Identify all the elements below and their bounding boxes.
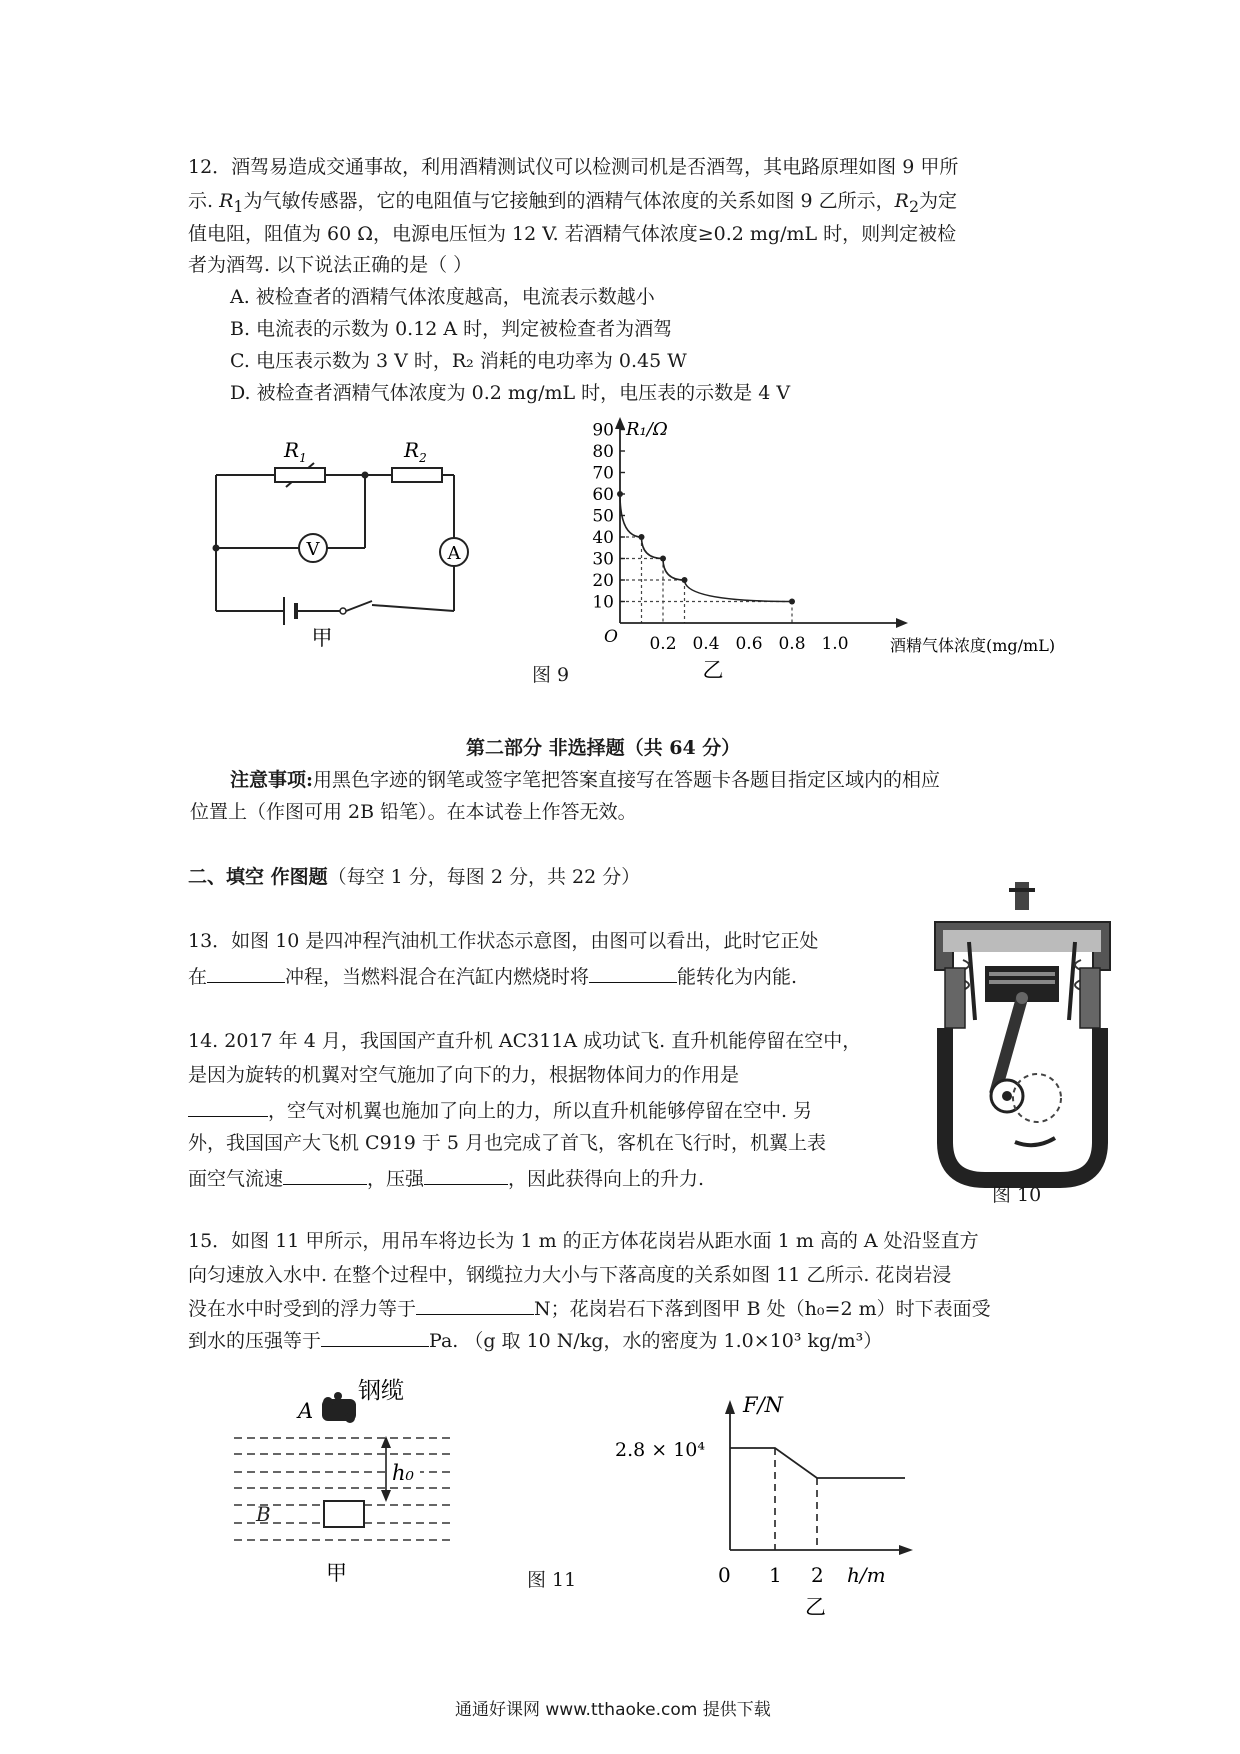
q14-line-2: 是因为旋转的机翼对空气施加了向下的力，根据物体间力的作用是 xyxy=(188,1064,740,1086)
f-axis-label: F/N xyxy=(743,1393,784,1417)
tank-label-jia: 甲 xyxy=(326,1561,347,1585)
h-axis-label: h/m xyxy=(847,1563,886,1587)
y-tick-label: 70 xyxy=(592,463,614,484)
f-axis-tick: 2.8 × 10⁴ xyxy=(615,1439,706,1461)
q12-option-a: A. 被检查者的酒精气体浓度越高，电流表示数越小 xyxy=(230,286,655,308)
q15-line-4: 到水的压强等于 Pa. （g 取 10 N/kg，水的密度为 1.0×10³ kg/m³） xyxy=(188,1330,883,1353)
q14-line-4: 外，我国国产大飞机 C919 于 5 月也完成了首飞，客机在飞行时，机翼上表 xyxy=(188,1132,827,1154)
notice-line-2: 位置上（作图可用 2B 铅笔）。在本试卷上作答无效。 xyxy=(190,801,637,823)
point-b-label: B xyxy=(256,1502,271,1526)
q12-option-c: C. 电压表示数为 3 V 时，R₂ 消耗的电功率为 0.45 W xyxy=(230,350,687,372)
r2-resistor xyxy=(392,468,442,482)
r1-label: $R_1$ xyxy=(284,438,307,465)
footer-text: 通通好课网 www.tthaoke.com 提供下载 xyxy=(455,1700,771,1720)
x-tick-label: 0.6 xyxy=(735,634,763,654)
q14-blank-2[interactable] xyxy=(283,1168,367,1185)
data-point xyxy=(789,599,795,605)
ammeter-label: A xyxy=(447,543,461,564)
r2-label: $R_2$ xyxy=(404,438,427,465)
x-axis-label: 酒精气体浓度(mg/mL) xyxy=(890,636,1056,655)
q14-blank-1[interactable] xyxy=(188,1100,268,1117)
y-tick-label: 90 xyxy=(592,420,614,441)
point-a-label: A xyxy=(298,1399,314,1423)
q15-blank-1[interactable] xyxy=(416,1298,534,1315)
data-point xyxy=(617,491,623,497)
circuit-label-jia: 甲 xyxy=(311,626,333,650)
q14-line-5: 面空气流速 ，压强 ，因此获得向上的升力. xyxy=(188,1168,705,1191)
x-tick-label: 0.8 xyxy=(778,634,806,654)
q14-blank-3[interactable] xyxy=(424,1168,508,1185)
data-point xyxy=(639,534,645,540)
h-tick-0: 0 xyxy=(718,1563,731,1587)
q15-line-2: 向匀速放入水中. 在整个过程中，钢缆拉力大小与下落高度的关系如图 11 乙所示. 花岗岩浸 xyxy=(188,1264,952,1286)
q12-option-d: D. 被检查者酒精气体浓度为 0.2 mg/mL 时，电压表的示数是 4 V xyxy=(230,382,791,404)
q13-blank-2[interactable] xyxy=(589,966,677,983)
q13-line-1: 13．如图 10 是四冲程汽油机工作状态示意图，由图可以看出，此时它正处 xyxy=(188,930,819,952)
q12-line-1: 12．酒驾易造成交通事故，利用酒精测试仪可以检测司机是否酒驾，其电路原理如图 9 甲所 xyxy=(188,156,959,178)
q13-blank-1[interactable] xyxy=(207,966,285,983)
notice-line-1: 注意事项:用黑色字迹的钢笔或签字笔把答案直接写在答题卡各题目指定区域内的相应 xyxy=(230,769,941,791)
y-tick-label: 80 xyxy=(592,442,614,462)
x-tick-label: 1.0 xyxy=(821,634,849,654)
graph-label-yi: 乙 xyxy=(702,658,724,680)
figure-11-caption: 图 11 xyxy=(527,1569,577,1591)
y-tick-label: 10 xyxy=(592,592,614,613)
origin-label: O xyxy=(604,627,618,647)
h-tick-2: 2 xyxy=(811,1563,824,1587)
voltmeter-label: V xyxy=(306,539,320,560)
data-point xyxy=(660,556,666,562)
granite-block-icon xyxy=(322,1392,356,1423)
cable-label: 钢缆 xyxy=(358,1378,404,1404)
q15-line-1: 15．如图 11 甲所示，用吊车将边长为 1 m 的正方体花岗岩从距水面 1 m 高的 A 处沿竖直方 xyxy=(188,1230,979,1252)
r1-resistor xyxy=(275,468,325,482)
q14-line-3: ，空气对机翼也施加了向上的力，所以直升机能够停留在空中. 另 xyxy=(188,1100,812,1121)
figure-9-caption: 图 9 xyxy=(532,664,570,686)
graph-label-yi-11: 乙 xyxy=(805,1595,826,1619)
q13-line-2: 在 冲程，当燃料混合在汽缸内燃烧时将 能转化为内能. xyxy=(188,966,798,989)
section-two-heading: 二、填空 作图题（每空 1 分，每图 2 分，共 22 分） xyxy=(188,866,641,888)
point-b-block xyxy=(324,1501,364,1527)
y-tick-label: 30 xyxy=(592,549,614,570)
q12-line-2: 示. $R_1$为气敏传感器，它的电阻值与它接触到的酒精气体浓度的关系如图 9 乙所示，$R_2$为定 xyxy=(188,190,958,216)
q14-line-1: 14. 2017 年 4 月，我国国产直升机 AC311A 成功试飞. 直升机能停留在空中， xyxy=(188,1030,862,1052)
q12-option-b: B. 电流表的示数为 0.12 A 时，判定被检查者为酒驾 xyxy=(230,318,673,340)
h-tick-1: 1 xyxy=(769,1563,782,1587)
engine-diagram xyxy=(925,880,1120,1190)
q12-line-3: 值电阻，阻值为 60 Ω，电源电压恒为 12 V. 若酒精气体浓度≥0.2 mg/mL 时，则判定被检 xyxy=(188,223,957,245)
resistance-concentration-chart xyxy=(560,415,1120,680)
x-tick-label: 0.2 xyxy=(649,634,677,654)
q12-line-4: 者为酒驾. 以下说法正确的是（ ） xyxy=(188,254,473,276)
data-point xyxy=(682,577,688,583)
force-curve xyxy=(730,1448,905,1478)
y-tick-label: 20 xyxy=(592,571,614,591)
figure-10-caption: 图 10 xyxy=(992,1184,1042,1206)
h0-label: h₀ xyxy=(392,1461,414,1485)
x-tick-label: 0.4 xyxy=(692,634,720,654)
part-two-title: 第二部分 非选择题（共 64 分） xyxy=(466,737,741,759)
q15-line-3: 没在水中时受到的浮力等于 N；花岗岩石下落到图甲 B 处（h₀=2 m）时下表面受 xyxy=(188,1298,991,1321)
force-height-chart xyxy=(605,1390,925,1620)
y-tick-label: 60 xyxy=(592,485,614,505)
y-tick-label: 50 xyxy=(592,506,614,527)
q15-blank-2[interactable] xyxy=(321,1330,429,1347)
y-tick-label: 40 xyxy=(592,528,614,548)
granite-lowering-diagram xyxy=(218,1368,468,1588)
y-axis-label: R₁/Ω xyxy=(626,419,668,440)
circuit-diagram xyxy=(200,425,480,650)
resistance-curve xyxy=(620,494,792,602)
